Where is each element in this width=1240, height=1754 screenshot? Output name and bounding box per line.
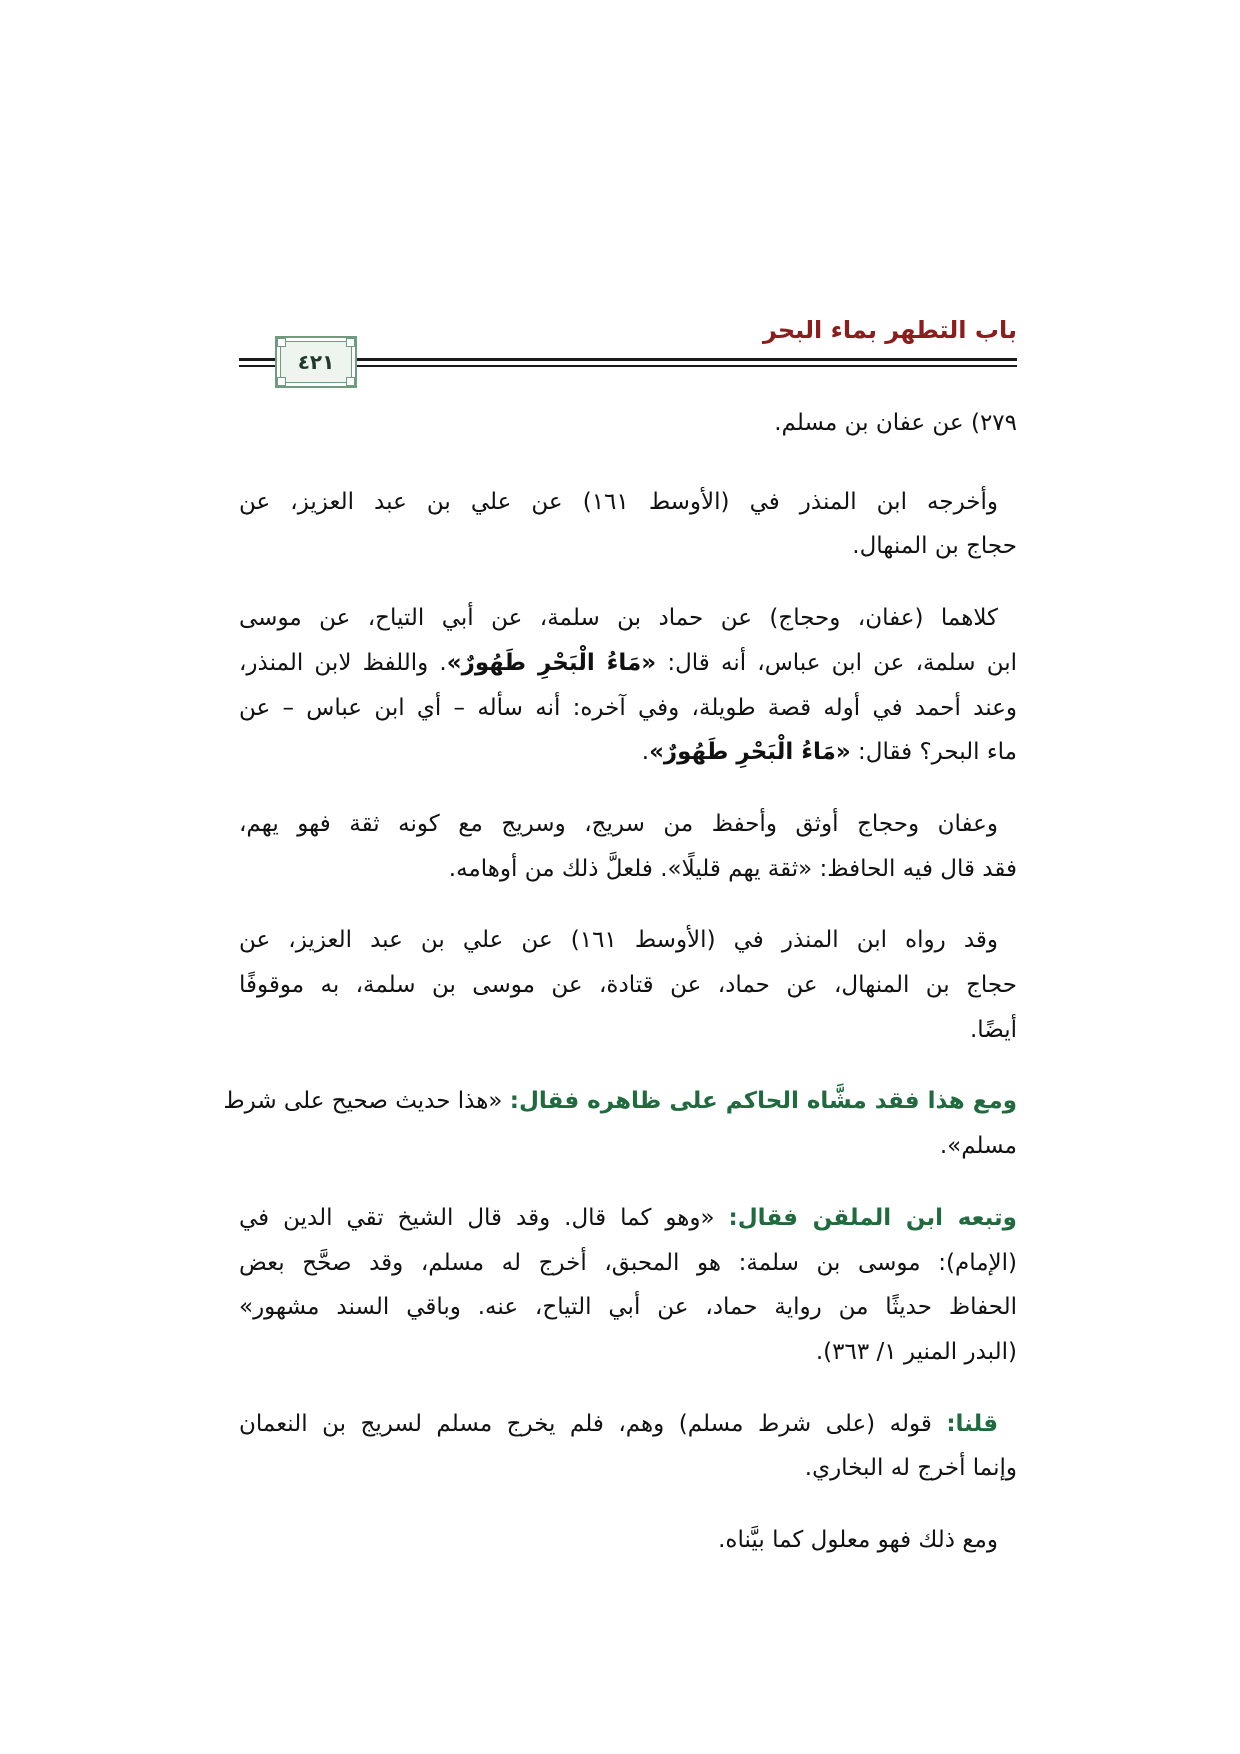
paragraph bbox=[239, 596, 1017, 775]
page-number: ٤٢١ bbox=[297, 350, 335, 374]
text-line: وعفان وحجاج أوثق وأحفظ من سريج، وسريج مع كونه ثقة فهو يهم، bbox=[239, 810, 998, 837]
box-corner-ornament bbox=[277, 338, 286, 347]
text-line: ومع ذلك فهو معلول كما بيَّناه. bbox=[718, 1527, 998, 1554]
text-line: (البدر المنير ١/ ٣٦٣). bbox=[815, 1338, 1017, 1365]
text-segment: . bbox=[641, 739, 650, 766]
hadith-quote: «مَاءُ الْبَحْرِ طَهُورٌ» bbox=[446, 649, 657, 676]
box-corner-ornament bbox=[346, 338, 355, 347]
box-corner-ornament bbox=[346, 377, 355, 386]
paragraph bbox=[239, 1518, 1017, 1563]
text-line: فقد قال فيه الحافظ: «ثقة يهم قليلًا». فلعلَّ ذلك من أوهامه. bbox=[448, 855, 1017, 882]
text-line bbox=[223, 1079, 1017, 1124]
text-segment: «وهو كما قال. وقد قال الشيخ تقي الدين في bbox=[239, 1204, 729, 1231]
text-line: وأخرجه ابن المنذر في (الأوسط ١٦١) عن علي بن عبد العزيز، عن bbox=[239, 488, 998, 515]
text-line: وقد رواه ابن المنذر في (الأوسط ١٦١) عن علي بن عبد العزيز، عن bbox=[239, 927, 998, 954]
paragraph bbox=[239, 802, 1017, 891]
page-number-box bbox=[275, 336, 357, 388]
text-line: الحفاظ حديثًا من رواية حماد، عن أبي التياح، عنه. وباقي السند مشهور» bbox=[239, 1294, 1017, 1321]
text-segment: ماء البحر؟ فقال: bbox=[850, 739, 1017, 766]
highlighted-lead: ومع هذا فقد مشَّاه الحاكم على ظاهره فقال: bbox=[509, 1088, 1017, 1115]
paragraph bbox=[239, 1196, 1017, 1375]
text-line bbox=[239, 641, 1017, 686]
text-line: حجاج بن المنهال. bbox=[852, 533, 1017, 560]
chapter-title: باب التطهر بماء البحر bbox=[762, 316, 1017, 344]
text-line bbox=[239, 1402, 1017, 1447]
text-line: وإنما أخرج له البخاري. bbox=[804, 1455, 1017, 1482]
paragraph bbox=[239, 480, 1017, 569]
text-line: حجاج بن المنهال، عن حماد، عن قتادة، عن موسى بن سلمة، به موقوفًا bbox=[239, 972, 1017, 999]
text-segment: ابن سلمة، عن ابن عباس، أنه قال: bbox=[656, 649, 1017, 676]
paragraph bbox=[239, 918, 1017, 1052]
text-line: أيضًا. bbox=[969, 1016, 1017, 1043]
paragraph bbox=[239, 1402, 1017, 1491]
highlighted-lead: وتبعه ابن الملقن فقال: bbox=[728, 1204, 1017, 1231]
hadith-quote: «مَاءُ الْبَحْرِ طَهُورٌ» bbox=[649, 739, 851, 766]
text-line: ٢٧٩) عن عفان بن مسلم. bbox=[774, 410, 1017, 436]
text-line bbox=[239, 730, 1017, 775]
box-corner-ornament bbox=[277, 377, 286, 386]
body-text bbox=[223, 401, 1017, 1563]
page-number-frame bbox=[280, 341, 352, 383]
text-line: كلاهما (عفان، وحجاج) عن حماد بن سلمة، عن أبي التياح، عن موسى bbox=[239, 605, 998, 632]
text-segment: . واللفظ لابن المنذر، bbox=[239, 649, 447, 676]
paragraph bbox=[223, 1079, 1017, 1168]
paragraph bbox=[239, 401, 1017, 446]
text-segment: «هذا حديث صحيح على شرط bbox=[223, 1088, 510, 1115]
highlighted-lead: قلنا: bbox=[946, 1410, 998, 1437]
text-line: (الإمام): موسى بن سلمة: هو المحبق، أخرج له مسلم، وقد صحَّح بعض bbox=[239, 1249, 1017, 1276]
text-segment: قوله (على شرط مسلم) وهم، فلم يخرج مسلم لسريج بن النعمان bbox=[239, 1410, 947, 1437]
text-line: وعند أحمد في أوله قصة طويلة، وفي آخره: أنه سأله – أي ابن عباس – عن bbox=[239, 694, 1017, 721]
text-line bbox=[239, 1196, 1017, 1241]
text-line: مسلم». bbox=[939, 1133, 1017, 1160]
